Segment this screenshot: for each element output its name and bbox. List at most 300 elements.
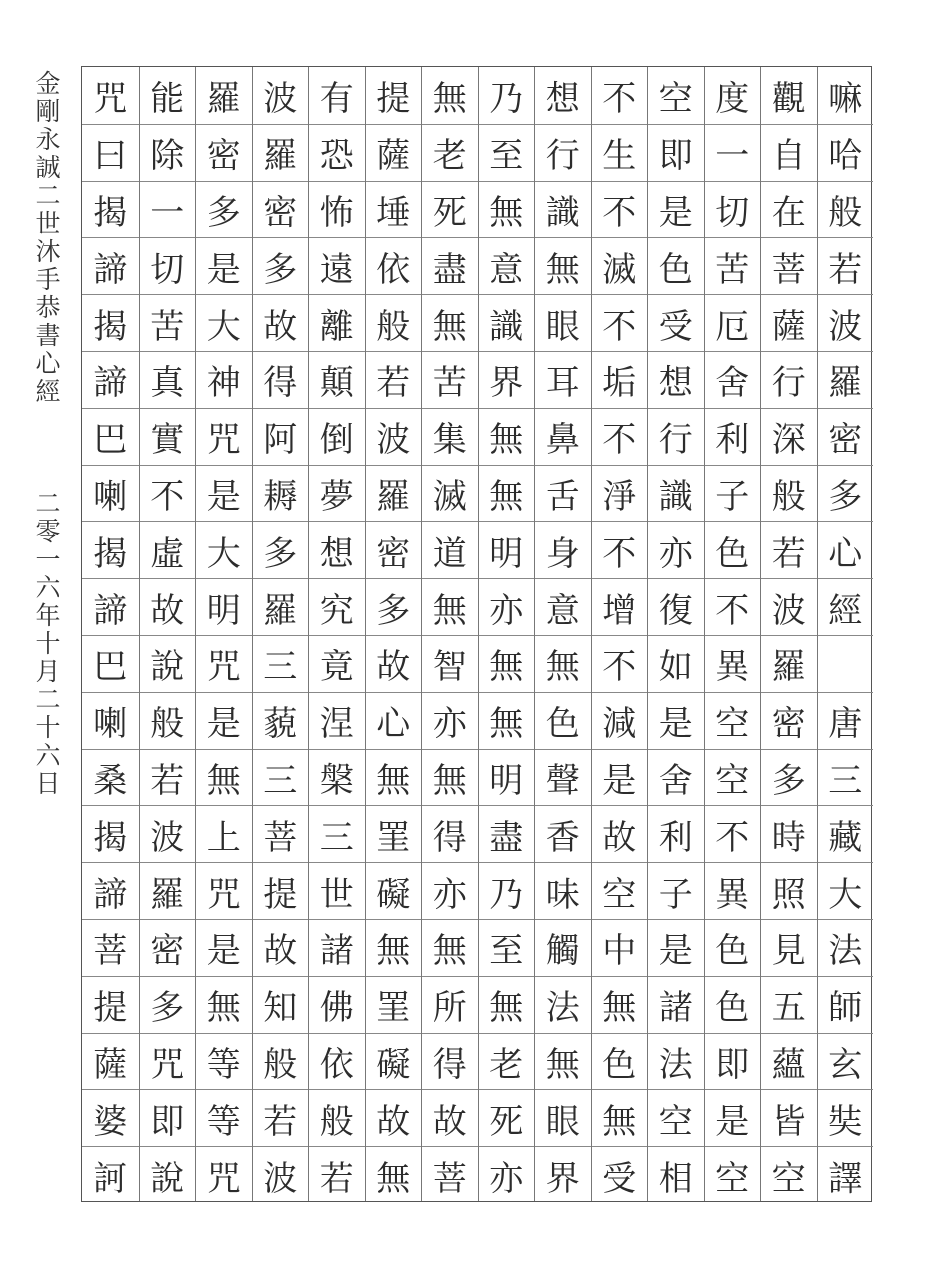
grid-column [478, 67, 535, 1201]
grid-cell: 想 [648, 351, 704, 408]
grid-cell: 依 [309, 1033, 365, 1090]
grid-cell: 般 [761, 465, 817, 522]
grid-cell: 能 [150, 78, 185, 119]
grid-cell: 盡 [422, 237, 478, 294]
grid-column [817, 67, 874, 1201]
grid-cell: 世 [309, 862, 365, 919]
grid-cell: 乃 [489, 78, 524, 119]
grid-cell: 滅 [422, 465, 478, 522]
grid-cell: 巴 [82, 635, 139, 692]
grid-cell: 復 [648, 578, 704, 635]
grid-cell: 如 [648, 635, 704, 692]
grid-cell: 眼 [535, 1089, 591, 1146]
grid-cell: 波 [761, 578, 817, 635]
grid-cell: 無 [366, 1146, 422, 1203]
grid-cell: 薩 [761, 294, 817, 351]
grid-cell: 亦 [648, 521, 704, 578]
grid-cell [818, 635, 874, 692]
grid-cell: 有 [319, 78, 354, 119]
grid-cell: 揭 [82, 294, 139, 351]
inscription-char: 書 [35, 321, 61, 350]
inscription-char: 日 [35, 769, 61, 798]
grid-cell: 空 [705, 692, 761, 749]
grid-cell: 觀 [771, 78, 806, 119]
grid-cell: 曰 [82, 124, 139, 181]
grid-cell: 咒 [196, 1146, 252, 1203]
grid-cell: 提 [253, 862, 309, 919]
grid-cell: 薩 [366, 124, 422, 181]
grid-cell: 故 [366, 1089, 422, 1146]
grid-cell: 波 [366, 408, 422, 465]
grid-cell: 不 [592, 181, 648, 238]
grid-column [647, 67, 704, 1201]
grid-cell: 異 [705, 635, 761, 692]
grid-cell: 揭 [82, 805, 139, 862]
grid-cell: 皆 [761, 1089, 817, 1146]
grid-cell: 菩 [761, 237, 817, 294]
grid-cell: 是 [648, 919, 704, 976]
grid-cell: 實 [140, 408, 196, 465]
grid-cell: 三 [253, 749, 309, 806]
grid-cell: 大 [196, 521, 252, 578]
inscription-char: 恭 [35, 293, 61, 322]
grid-cell: 行 [535, 124, 591, 181]
grid-cell: 無 [479, 408, 535, 465]
grid-cell: 聲 [535, 749, 591, 806]
grid-column [139, 67, 196, 1201]
grid-cell: 不 [592, 408, 648, 465]
grid-cell: 是 [196, 692, 252, 749]
grid-cell: 咒 [196, 408, 252, 465]
grid-cell: 槃 [309, 749, 365, 806]
inscription-char: 六 [35, 573, 61, 602]
grid-column [252, 67, 309, 1201]
inscription-char: 十 [35, 713, 61, 742]
grid-cell: 羅 [206, 78, 241, 119]
grid-cell: 色 [705, 976, 761, 1033]
grid-cell: 是 [705, 1089, 761, 1146]
inscription-char: 一 [35, 545, 61, 574]
grid-cell: 密 [196, 124, 252, 181]
grid-cell: 子 [648, 862, 704, 919]
grid-cell: 藐 [253, 692, 309, 749]
grid-cell: 想 [545, 78, 580, 119]
grid-cell: 若 [140, 749, 196, 806]
grid-cell: 老 [422, 124, 478, 181]
inscription-char: 誠 [35, 153, 61, 182]
grid-cell: 無 [535, 635, 591, 692]
grid-cell: 是 [196, 465, 252, 522]
grid-cell: 故 [592, 805, 648, 862]
grid-cell: 揭 [82, 521, 139, 578]
grid-cell: 羅 [761, 635, 817, 692]
grid-cell: 大 [818, 862, 874, 919]
grid-cell: 道 [422, 521, 478, 578]
grid-cell: 是 [648, 181, 704, 238]
grid-cell: 等 [196, 1033, 252, 1090]
grid-cell: 諦 [82, 862, 139, 919]
grid-cell: 提 [376, 78, 411, 119]
grid-cell: 究 [309, 578, 365, 635]
grid-cell: 故 [366, 635, 422, 692]
grid-cell: 是 [196, 237, 252, 294]
grid-cell: 法 [535, 976, 591, 1033]
grid-cell: 苦 [705, 237, 761, 294]
grid-cell: 般 [253, 1033, 309, 1090]
grid-cell: 虛 [140, 521, 196, 578]
grid-cell: 死 [479, 1089, 535, 1146]
grid-cell: 見 [761, 919, 817, 976]
grid-cell: 想 [309, 521, 365, 578]
grid-cell: 依 [366, 237, 422, 294]
grid-cell: 無 [535, 237, 591, 294]
grid-cell: 即 [140, 1089, 196, 1146]
grid-cell: 羅 [253, 578, 309, 635]
grid-cell: 深 [761, 408, 817, 465]
grid-cell: 蘊 [761, 1033, 817, 1090]
grid-cell: 夢 [309, 465, 365, 522]
grid-cell: 觸 [535, 919, 591, 976]
grid-cell: 菩 [422, 1146, 478, 1203]
grid-cell: 空 [705, 1146, 761, 1203]
grid-cell: 譯 [818, 1146, 874, 1203]
grid-cell: 淨 [592, 465, 648, 522]
grid-cell: 諸 [309, 919, 365, 976]
grid-cell: 諸 [648, 976, 704, 1033]
grid-cell: 羅 [818, 351, 874, 408]
grid-cell: 桑 [82, 749, 139, 806]
grid-cell: 心 [366, 692, 422, 749]
grid-cell: 遠 [309, 237, 365, 294]
grid-cell: 無 [422, 294, 478, 351]
grid-cell: 倒 [309, 408, 365, 465]
grid-cell: 味 [535, 862, 591, 919]
grid-cell: 喇 [82, 465, 139, 522]
grid-cell: 說 [140, 1146, 196, 1203]
grid-cell: 不 [602, 78, 637, 119]
grid-cell: 罣 [366, 805, 422, 862]
grid-cell: 涅 [309, 692, 365, 749]
grid-cell: 密 [140, 919, 196, 976]
grid-cell: 諦 [82, 237, 139, 294]
grid-cell: 老 [479, 1033, 535, 1090]
grid-cell: 般 [309, 1089, 365, 1146]
margin-inscription [30, 70, 66, 1200]
grid-cell: 明 [479, 521, 535, 578]
grid-cell: 五 [761, 976, 817, 1033]
grid-cell: 明 [479, 749, 535, 806]
grid-cell: 密 [818, 408, 874, 465]
grid-cell: 不 [592, 521, 648, 578]
grid-cell: 嘛 [828, 78, 863, 119]
grid-column [421, 67, 478, 1201]
grid-cell: 菩 [82, 919, 139, 976]
grid-cell: 唐 [818, 692, 874, 749]
inscription-char: 月 [35, 657, 61, 686]
grid-cell: 中 [592, 919, 648, 976]
grid-cell: 亦 [479, 578, 535, 635]
grid-cell: 無 [366, 919, 422, 976]
grid-cell: 即 [648, 124, 704, 181]
grid-cell: 舍 [648, 749, 704, 806]
grid-column [760, 67, 817, 1201]
grid-cell: 不 [140, 465, 196, 522]
inscription-line-date [30, 490, 66, 798]
grid-cell: 時 [761, 805, 817, 862]
grid-cell: 無 [479, 976, 535, 1033]
grid-cell: 不 [592, 294, 648, 351]
grid-cell: 盡 [479, 805, 535, 862]
grid-cell: 知 [253, 976, 309, 1033]
inscription-char: 六 [35, 741, 61, 770]
grid-cell: 無 [366, 749, 422, 806]
grid-cell: 異 [705, 862, 761, 919]
grid-cell: 離 [309, 294, 365, 351]
grid-cell: 諦 [82, 351, 139, 408]
grid-cell: 眼 [535, 294, 591, 351]
grid-cell: 婆 [82, 1089, 139, 1146]
grid-cell: 無 [479, 635, 535, 692]
grid-cell: 若 [366, 351, 422, 408]
grid-cell: 耳 [535, 351, 591, 408]
grid-cell: 罣 [366, 976, 422, 1033]
grid-cell: 巴 [82, 408, 139, 465]
inscription-char: 年 [35, 601, 61, 630]
grid-column [308, 67, 365, 1201]
grid-cell: 多 [818, 465, 874, 522]
grid-cell: 無 [196, 976, 252, 1033]
grid-column [704, 67, 761, 1201]
grid-cell: 神 [196, 351, 252, 408]
grid-cell: 上 [196, 805, 252, 862]
grid-cell: 苦 [422, 351, 478, 408]
grid-cell: 在 [761, 181, 817, 238]
grid-cell: 得 [422, 805, 478, 862]
grid-cell: 心 [818, 521, 874, 578]
grid-cell: 至 [479, 124, 535, 181]
grid-cell: 喇 [82, 692, 139, 749]
grid-cell: 切 [705, 181, 761, 238]
grid-cell: 界 [535, 1146, 591, 1203]
grid-cell: 恐 [309, 124, 365, 181]
grid-cell: 子 [705, 465, 761, 522]
grid-cell: 咒 [93, 78, 128, 119]
grid-cell: 多 [761, 749, 817, 806]
grid-cell: 般 [366, 294, 422, 351]
grid-cell: 減 [592, 692, 648, 749]
grid-column [591, 67, 648, 1201]
grid-cell: 鼻 [535, 408, 591, 465]
grid-column [195, 67, 252, 1201]
inscription-char: 零 [35, 517, 61, 546]
grid-cell: 空 [592, 862, 648, 919]
grid-cell: 是 [196, 919, 252, 976]
grid-cell: 識 [535, 181, 591, 238]
grid-cell: 厄 [705, 294, 761, 351]
grid-cell: 不 [705, 805, 761, 862]
grid-cell: 受 [648, 294, 704, 351]
grid-cell: 是 [592, 749, 648, 806]
grid-cell: 色 [648, 237, 704, 294]
inscription-char: 十 [35, 629, 61, 658]
grid-cell: 故 [253, 919, 309, 976]
grid-cell: 三 [818, 749, 874, 806]
grid-cell: 即 [705, 1033, 761, 1090]
inscription-char: 心 [35, 349, 61, 378]
grid-cell: 法 [818, 919, 874, 976]
grid-cell: 三 [309, 805, 365, 862]
grid-cell: 多 [196, 181, 252, 238]
grid-cell: 咒 [140, 1033, 196, 1090]
inscription-char: 沐 [35, 237, 61, 266]
grid-cell: 自 [761, 124, 817, 181]
grid-cell: 大 [196, 294, 252, 351]
inscription-char: 永 [35, 125, 61, 154]
grid-cell: 波 [253, 1146, 309, 1203]
grid-cell: 竟 [309, 635, 365, 692]
grid-cell: 般 [818, 181, 874, 238]
grid-cell: 阿 [253, 408, 309, 465]
grid-cell: 色 [705, 521, 761, 578]
grid-cell: 多 [253, 237, 309, 294]
grid-cell: 切 [140, 237, 196, 294]
grid-cell: 提 [82, 976, 139, 1033]
grid-cell: 波 [140, 805, 196, 862]
grid-cell: 波 [263, 78, 298, 119]
grid-cell: 行 [761, 351, 817, 408]
grid-cell: 無 [422, 919, 478, 976]
grid-cell: 說 [140, 635, 196, 692]
grid-cell: 色 [535, 692, 591, 749]
grid-cell: 若 [309, 1146, 365, 1203]
grid-cell: 若 [253, 1089, 309, 1146]
grid-cell: 顛 [309, 351, 365, 408]
grid-cell: 空 [761, 1146, 817, 1203]
grid-cell: 羅 [140, 862, 196, 919]
grid-cell: 界 [479, 351, 535, 408]
grid-cell: 集 [422, 408, 478, 465]
grid-cell: 般 [140, 692, 196, 749]
grid-cell: 行 [648, 408, 704, 465]
grid-cell: 受 [592, 1146, 648, 1203]
grid-cell: 礙 [366, 862, 422, 919]
grid-cell: 菩 [253, 805, 309, 862]
grid-cell: 怖 [309, 181, 365, 238]
grid-cell: 空 [705, 749, 761, 806]
grid-cell: 無 [479, 692, 535, 749]
grid-cell: 真 [140, 351, 196, 408]
writing-grid [81, 66, 872, 1202]
grid-cell: 無 [422, 749, 478, 806]
grid-cell: 耨 [253, 465, 309, 522]
grid-cell: 羅 [253, 124, 309, 181]
inscription-char: 手 [35, 265, 61, 294]
grid-cell: 香 [535, 805, 591, 862]
grid-cell: 利 [648, 805, 704, 862]
grid-cell: 明 [196, 578, 252, 635]
grid-cell: 多 [253, 521, 309, 578]
grid-cell: 藏 [818, 805, 874, 862]
grid-cell: 三 [253, 635, 309, 692]
grid-cell: 密 [253, 181, 309, 238]
grid-cell: 咒 [196, 862, 252, 919]
grid-cell: 師 [818, 976, 874, 1033]
grid-cell: 無 [422, 578, 478, 635]
grid-cell: 色 [592, 1033, 648, 1090]
grid-cell: 不 [705, 578, 761, 635]
grid-cell: 無 [592, 1089, 648, 1146]
inscription-char: 二 [35, 489, 61, 518]
grid-cell: 至 [479, 919, 535, 976]
grid-cell: 所 [422, 976, 478, 1033]
grid-column [82, 67, 139, 1201]
grid-cell: 故 [140, 578, 196, 635]
grid-cell: 若 [818, 237, 874, 294]
grid-cell: 色 [705, 919, 761, 976]
grid-cell: 經 [818, 578, 874, 635]
grid-cell: 意 [535, 578, 591, 635]
grid-cell: 諦 [82, 578, 139, 635]
grid-cell: 無 [479, 465, 535, 522]
grid-cell: 增 [592, 578, 648, 635]
grid-cell: 無 [432, 78, 467, 119]
grid-cell: 多 [140, 976, 196, 1033]
inscription-line-author [30, 70, 66, 406]
grid-cell: 無 [196, 749, 252, 806]
grid-cell: 舍 [705, 351, 761, 408]
grid-cell: 薩 [82, 1033, 139, 1090]
grid-cell: 玄 [818, 1033, 874, 1090]
grid-cell: 哈 [818, 124, 874, 181]
grid-cell: 身 [535, 521, 591, 578]
grid-cell: 度 [715, 78, 750, 119]
grid-cell: 除 [140, 124, 196, 181]
grid-cell: 故 [422, 1089, 478, 1146]
grid-cell: 故 [253, 294, 309, 351]
grid-cell: 密 [761, 692, 817, 749]
grid-cell: 若 [761, 521, 817, 578]
grid-cell: 利 [705, 408, 761, 465]
grid-cell: 意 [479, 237, 535, 294]
grid-cell: 是 [648, 692, 704, 749]
grid-cell: 法 [648, 1033, 704, 1090]
grid-cell: 無 [479, 181, 535, 238]
grid-cell: 空 [648, 1089, 704, 1146]
grid-cell: 死 [422, 181, 478, 238]
grid-cell: 不 [592, 635, 648, 692]
grid-cell: 垢 [592, 351, 648, 408]
grid-cell: 無 [535, 1033, 591, 1090]
grid-cell: 無 [592, 976, 648, 1033]
grid-cell: 揭 [82, 181, 139, 238]
grid-cell: 訶 [82, 1146, 139, 1203]
grid-cell: 空 [658, 78, 693, 119]
grid-cell: 識 [648, 465, 704, 522]
grid-cell: 得 [422, 1033, 478, 1090]
grid-cell: 舌 [535, 465, 591, 522]
grid-cell: 密 [366, 521, 422, 578]
grid-cell: 得 [253, 351, 309, 408]
grid-cell: 波 [818, 294, 874, 351]
grid-cell: 礙 [366, 1033, 422, 1090]
grid-cell: 智 [422, 635, 478, 692]
grid-cell: 識 [479, 294, 535, 351]
grid-cell: 佛 [309, 976, 365, 1033]
grid-cell: 羅 [366, 465, 422, 522]
grid-cell: 苦 [140, 294, 196, 351]
grid-cell: 亦 [479, 1146, 535, 1203]
inscription-char: 金 [35, 69, 61, 98]
